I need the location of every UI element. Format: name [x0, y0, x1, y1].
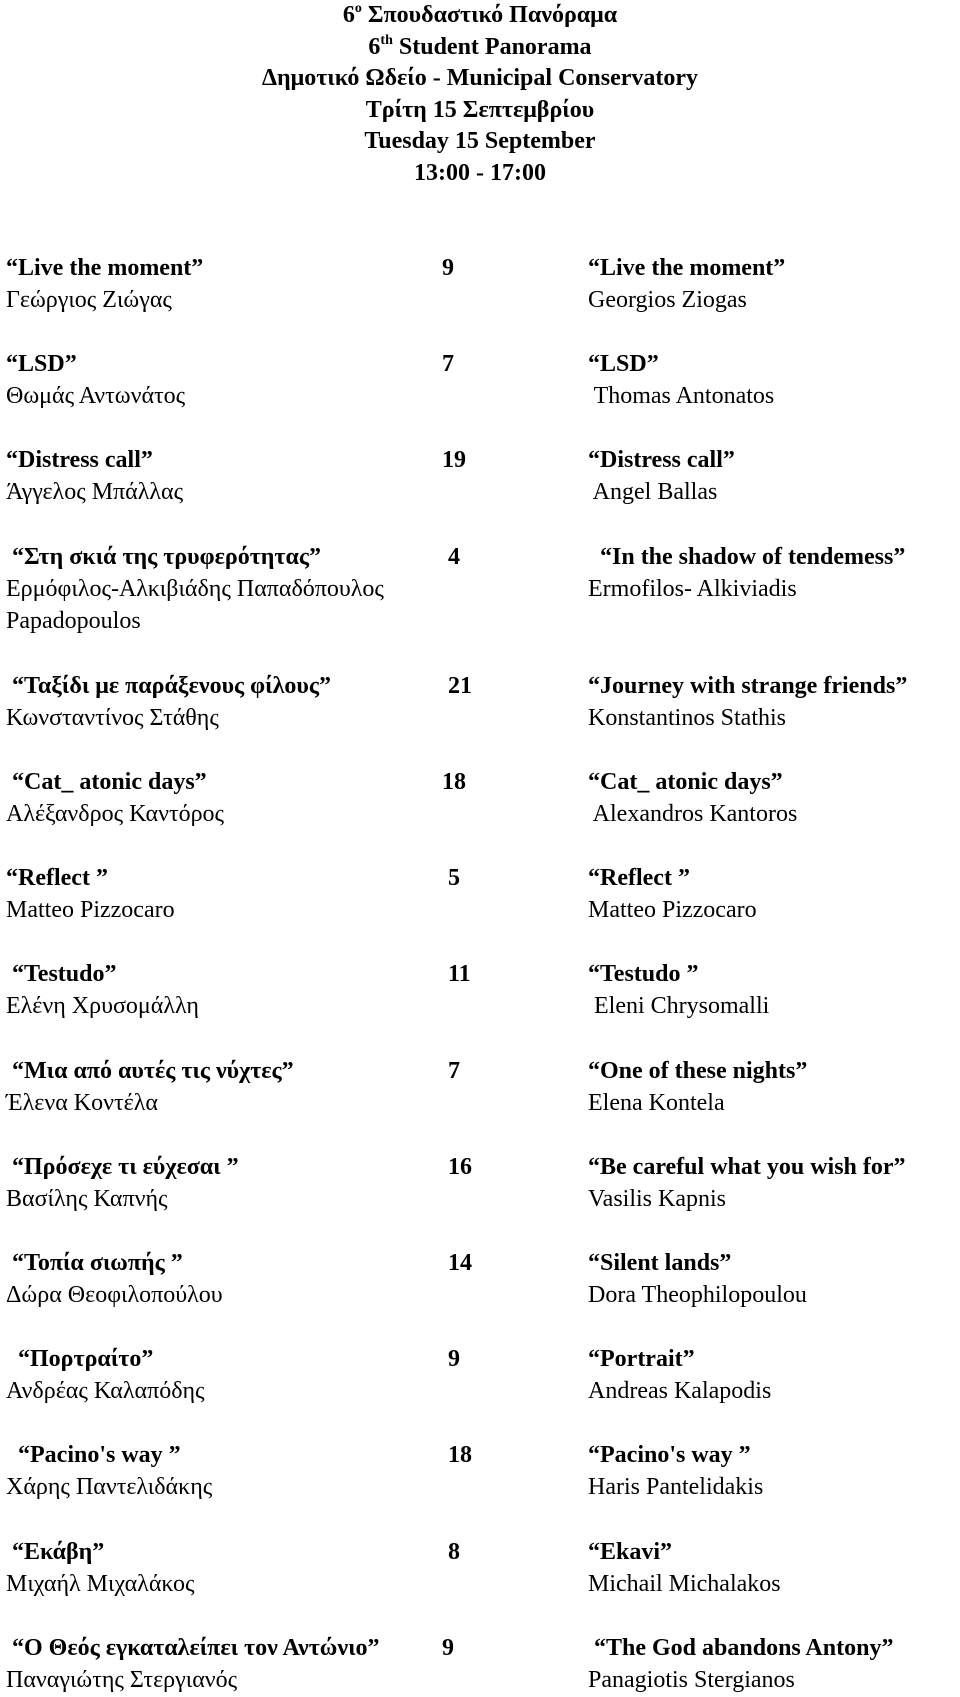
title-english: “Distress call” — [588, 447, 735, 473]
program-entry — [0, 1439, 960, 1503]
entry-number: 19 — [442, 447, 466, 473]
program-entry — [0, 541, 960, 637]
name-english: Andreas Kalapodis — [588, 1378, 772, 1404]
title-greek: “Cat_ atonic days” — [6, 769, 207, 795]
program-entry — [0, 670, 960, 734]
entry-number: 9 — [442, 1635, 454, 1661]
name-english: Thomas Antonatos — [588, 383, 775, 409]
name-greek: Ελένη Χρυσομάλλη — [6, 993, 199, 1019]
title-english: “The God abandons Antony” — [588, 1635, 894, 1661]
name-english: Elena Kontela — [588, 1090, 725, 1116]
title-english: “One of these nights” — [588, 1058, 808, 1084]
program-entry — [0, 766, 960, 830]
venue: Δημοτικό Ωδείο - Municipal Conservatory — [261, 65, 699, 91]
title-english: “Pacino's way ” — [588, 1442, 751, 1468]
title-english: “Live the moment” — [588, 255, 786, 281]
entry-number: 18 — [442, 1442, 472, 1468]
name-greek: Αλέξανδρος Καντόρος — [6, 801, 225, 827]
program-entry — [0, 444, 960, 508]
entry-number: 9 — [442, 1346, 460, 1372]
title-greek: “Testudo” — [6, 961, 117, 987]
name-greek: Θωμάς Αντωνάτος — [6, 383, 186, 409]
name-greek-continued: Papadopoulos — [6, 608, 141, 634]
title-greek: “Reflect ” — [6, 865, 108, 891]
title-english: “Silent lands” — [588, 1250, 732, 1276]
title-greek: “Live the moment” — [6, 255, 204, 281]
name-greek: Κωνσταντίνος Στάθης — [6, 705, 219, 731]
title-greek: “Ο Θεός εγκαταλείπει τον Αντώνιο” — [6, 1635, 380, 1661]
entry-number: 11 — [442, 961, 471, 987]
name-greek: Παναγιώτης Στεργιανός — [6, 1667, 238, 1693]
name-english: Vasilis Kapnis — [588, 1186, 726, 1212]
entry-number: 8 — [442, 1539, 460, 1565]
name-english: Matteo Pizzocaro — [588, 897, 757, 923]
program-entry — [0, 958, 960, 1022]
program-entry — [0, 1055, 960, 1119]
title-english: “In the shadow of tendemess” — [588, 544, 906, 570]
entry-number: 7 — [442, 1058, 460, 1084]
name-greek: Ερμόφιλος-Αλκιβιάδης Παπαδόπουλος — [6, 576, 384, 602]
name-greek: Μιχαήλ Μιχαλάκος — [6, 1571, 195, 1597]
program-entry — [0, 1151, 960, 1215]
program-entry — [0, 1343, 960, 1407]
name-greek: Βασίλης Καπνής — [6, 1186, 168, 1212]
name-english: Dora Theophilopoulou — [588, 1282, 807, 1308]
entry-number: 9 — [442, 255, 454, 281]
name-greek: Δώρα Θεοφιλοπούλου — [6, 1282, 223, 1308]
date-english: Tuesday 15 September — [364, 128, 596, 154]
name-greek: Άγγελος Μπάλλας — [6, 479, 184, 505]
program-entry — [0, 1536, 960, 1600]
title-greek: “Ταξίδι με παράξενους φίλους” — [6, 673, 331, 699]
title-english: “Be careful what you wish for” — [588, 1154, 906, 1180]
entry-number: 4 — [442, 544, 460, 570]
event-title-greek: $6^o$ Σπουδαστικό Πανόραμα — [342, 1, 618, 28]
title-greek: “Στη σκιά της τρυφερότητας” — [6, 544, 321, 570]
name-greek: Ανδρέας Καλαπόδης — [6, 1378, 205, 1404]
entry-number: 18 — [442, 769, 466, 795]
title-english: “Ekavi” — [588, 1539, 673, 1565]
title-greek: “Τοπία σιωπής ” — [6, 1250, 183, 1276]
title-greek: “Πρόσεχε τι εύχεσαι ” — [6, 1154, 239, 1180]
program-entry — [0, 1247, 960, 1311]
name-english: Konstantinos Stathis — [588, 705, 787, 731]
title-english: “Reflect ” — [588, 865, 690, 891]
title-english: “Cat_ atonic days” — [588, 769, 783, 795]
name-english: Angel Ballas — [588, 479, 718, 505]
name-english: Ermofilos- Alkiviadis — [588, 576, 797, 602]
name-english: Michail Michalakos — [588, 1571, 781, 1597]
date-greek: Τρίτη 15 Σεπτεμβρίου — [365, 96, 595, 123]
title-english: “Testudo ” — [588, 961, 699, 987]
name-english: Haris Pantelidakis — [588, 1474, 764, 1500]
name-english: Georgios Ziogas — [588, 287, 747, 313]
name-english: Panagiotis Stergianos — [588, 1667, 795, 1693]
time-range: 13:00 - 17:00 — [414, 159, 546, 186]
name-greek: Χάρης Παντελιδάκης — [6, 1474, 213, 1500]
entry-number: 21 — [442, 673, 472, 699]
entry-number: 14 — [442, 1250, 472, 1276]
name-english: Alexandros Kantoros — [588, 801, 798, 827]
name-greek: Γεώργιος Ζιώγας — [6, 287, 172, 313]
title-greek: “Distress call” — [6, 447, 153, 473]
program-entry — [0, 1632, 960, 1696]
program-entry — [0, 862, 960, 926]
entry-number: 7 — [442, 351, 454, 377]
title-greek: “Εκάβη” — [6, 1539, 105, 1565]
title-greek: “Πορτραίτο” — [6, 1346, 154, 1372]
name-greek: Matteo Pizzocaro — [6, 897, 175, 923]
program-entry — [0, 252, 960, 316]
title-english: “Journey with strange friends” — [588, 673, 908, 699]
event-title-english: 6th Student Panorama — [368, 32, 592, 60]
title-greek: “LSD” — [6, 351, 77, 377]
entry-number: 5 — [442, 865, 460, 891]
program-entry — [0, 348, 960, 412]
name-greek: Έλενα Κοντέλα — [6, 1090, 158, 1116]
title-greek: “Pacino's way ” — [6, 1442, 181, 1468]
entry-number: 16 — [442, 1154, 472, 1180]
title-english: “LSD” — [588, 351, 659, 377]
name-english: Eleni Chrysomalli — [588, 993, 770, 1019]
title-english: “Portrait” — [588, 1346, 695, 1372]
program-header — [0, 0, 960, 189]
title-greek: “Μια από αυτές τις νύχτες” — [6, 1058, 294, 1084]
